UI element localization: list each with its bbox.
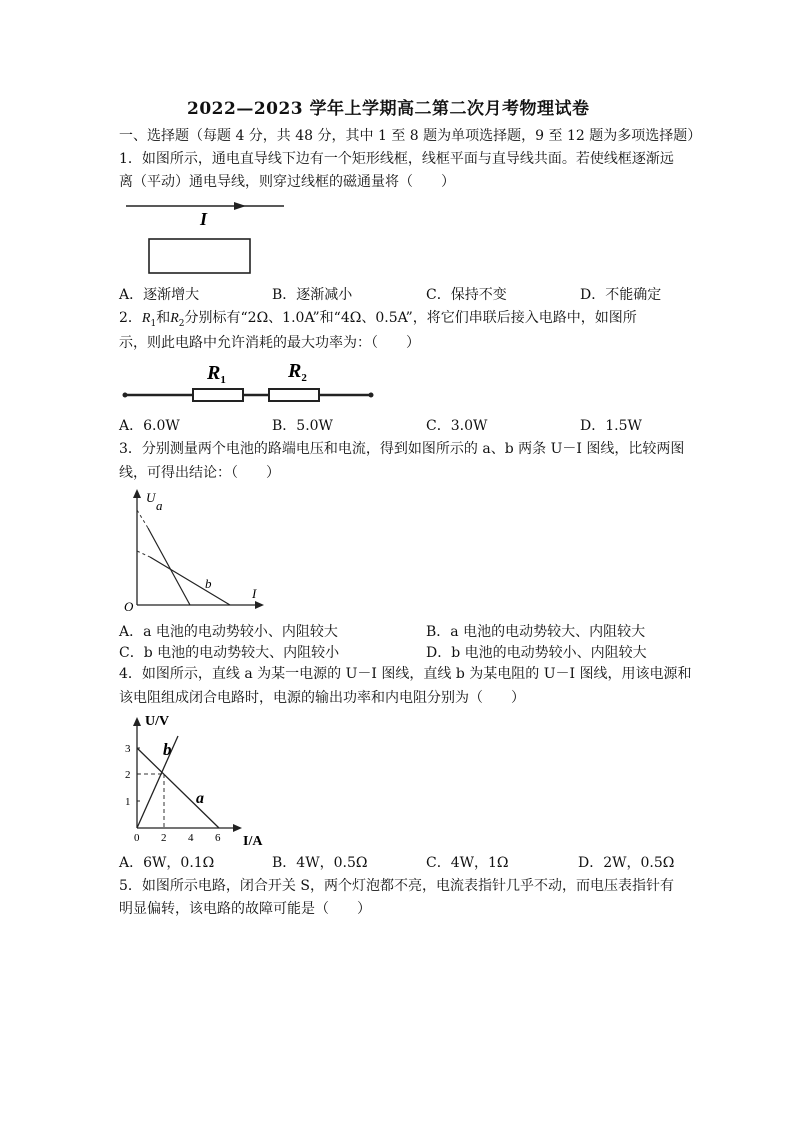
- q1-option-a[interactable]: A．逐渐增大: [119, 287, 200, 303]
- q4-ytick-label-2: 2: [125, 769, 131, 781]
- q4-x-label: I/A: [243, 834, 263, 849]
- q4-line-a: [137, 748, 219, 828]
- q4-option-a[interactable]: A．6W，0.1Ω: [119, 855, 215, 871]
- q3-option-c[interactable]: C．b 电池的电动势较大、内阻较小: [119, 645, 340, 661]
- q5-text-line1: 5．如图所示电路，闭合开关 S，两个灯泡都不亮，电流表指针几乎不动，而电压表指针有: [119, 878, 674, 894]
- q4-xtick-label-0: 0: [134, 832, 140, 844]
- q4-option-b[interactable]: B．4W，0.5Ω: [272, 855, 368, 871]
- q4-xtick-label-2: 2: [161, 832, 167, 844]
- q3-text-line1: 3．分别测量两个电池的路端电压和电流，得到如图所示的 a、b 两条 U－I 图线，比较两图: [119, 441, 685, 457]
- q2-line1-rest: 分别标有“2Ω、1.0A”和“4Ω、0.5A”，将它们串联后接入电路中，如图所: [184, 310, 637, 326]
- section-heading: 一、选择题（每题 4 分，共 48 分，其中 1 至 8 题为单项选择题，9 至 12 题为多项选择题）: [119, 128, 702, 144]
- q4-option-c[interactable]: C．4W，1Ω: [426, 855, 509, 871]
- q3-option-a[interactable]: A．a 电池的电动势较小、内阻较大: [119, 624, 338, 640]
- q3-x-label: I: [252, 586, 257, 601]
- q3-origin-label: O: [124, 599, 134, 614]
- q4-x-arrow: [233, 824, 242, 832]
- q2-fig-r1-label: $R_1$: [207, 362, 226, 386]
- q2-option-c[interactable]: C．3.0W: [426, 418, 488, 434]
- q3-option-d[interactable]: D．b 电池的电动势较小、内阻较大: [426, 645, 647, 661]
- q4-xtick-label-6: 6: [215, 832, 221, 844]
- q4-ytick-label-3: 3: [125, 743, 131, 755]
- q2-r2-sub: 2: [178, 318, 185, 329]
- q3-a-label: a: [156, 498, 163, 513]
- q1-text-line1: 1．如图所示，通电直导线下边有一个矩形线框，线框平面与直导线共面。若使线框逐渐远: [119, 151, 674, 167]
- q1-option-b[interactable]: B．逐渐减小: [272, 287, 353, 303]
- q4-text-line2: 该电阻组成闭合电路时，电源的输出功率和内电阻分别为（ ）: [119, 690, 525, 706]
- q2-prefix: 2．: [119, 310, 142, 326]
- q4-xtick-label-4: 4: [188, 832, 194, 844]
- q3-text-line2: 线，可得出结论：（ ）: [119, 465, 280, 481]
- q2-option-b[interactable]: B．5.0W: [272, 418, 333, 434]
- q4-y-arrow: [133, 717, 141, 726]
- q2-r1: R: [141, 311, 151, 326]
- q3-option-b[interactable]: B．a 电池的电动势较大、内阻较大: [426, 624, 646, 640]
- q1-text-line2: 离（平动）通电导线，则穿过线框的磁通量将（ ）: [119, 174, 455, 190]
- q2-fig-r2-label: $R_2$: [288, 360, 307, 384]
- q5-text-line2: 明显偏转，该电路的故障可能是（ ）: [119, 901, 371, 917]
- page-title: 2022—2023 学年上学期高二第二次月考物理试卷: [187, 99, 590, 119]
- q2-text-line2: 示，则此电路中允许消耗的最大功率为：（ ）: [119, 335, 420, 351]
- q2-and: 和: [156, 310, 171, 326]
- q4-option-d[interactable]: D．2W，0.5Ω: [578, 855, 675, 871]
- q1-option-d[interactable]: D．不能确定: [580, 287, 662, 303]
- q1-option-c[interactable]: C．保持不变: [426, 287, 507, 303]
- q2-r2: R: [170, 311, 179, 326]
- q2-r1-sub: 1: [150, 318, 157, 329]
- q4-ytick-label-1: 1: [125, 796, 131, 808]
- q4-a-label: a: [196, 790, 204, 807]
- q3-y-label: U: [146, 490, 156, 505]
- q3-b-label: b: [205, 576, 212, 591]
- q4-b-label: b: [163, 740, 172, 759]
- q1-current-label: I: [200, 209, 208, 229]
- q4-y-label: U/V: [145, 714, 170, 729]
- q2-option-d[interactable]: D．1.5W: [580, 418, 642, 434]
- q2-option-a[interactable]: A．6.0W: [119, 418, 180, 434]
- q4-text-line1: 4．如图所示，直线 a 为某一电源的 U－I 图线，直线 b 为某电阻的 U－I 图线，用该电源和: [119, 666, 692, 682]
